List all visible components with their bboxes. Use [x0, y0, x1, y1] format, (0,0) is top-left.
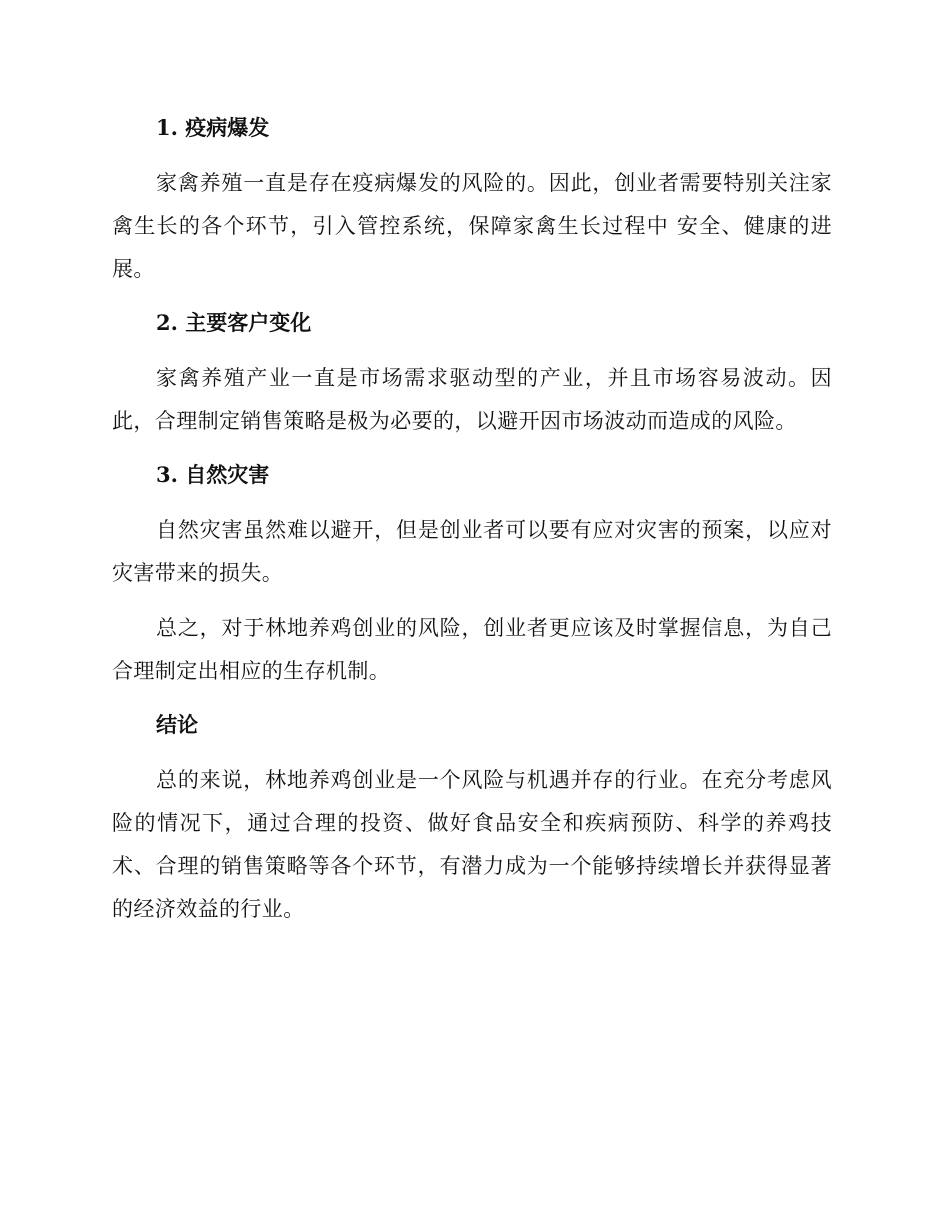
paragraph-summary: 总之，对于林地养鸡创业的风险，创业者更应该及时掌握信息，为自己合理制定出相应的生存机制。	[112, 616, 832, 683]
paragraph-epidemic: 家禽养殖一直是存在疫病爆发的风险的。因此，创业者需要特别关注家禽生长的各个环节，引入管控系统，保障家禽生长过程中 安全、健康的进展。	[112, 171, 832, 281]
document-body	[112, 108, 832, 931]
section-heading-natural-disaster: 3. 自然灾害	[156, 462, 270, 487]
section-heading-customer-change: 2. 主要客户变化	[156, 310, 312, 335]
paragraph-customer-change: 家禽养殖产业一直是市场需求驱动型的产业，并且市场容易波动。因此，合理制定销售策略是极为必要的，以避开因市场波动而造成的风险。	[112, 366, 832, 433]
paragraph-conclusion: 总的来说，林地养鸡创业是一个风险与机遇并存的行业。在充分考虑风险的情况下，通过合理的投资、做好食品安全和疾病预防、科学的养鸡技术、合理的销售策略等各个环节，有潜力成为一个能够持续增长并获得显著的经济效益的行业。	[112, 768, 832, 921]
section-heading-epidemic: 1. 疫病爆发	[156, 115, 270, 140]
section-heading-conclusion: 结论	[156, 712, 198, 737]
paragraph-natural-disaster: 自然灾害虽然难以避开，但是创业者可以要有应对灾害的预案，以应对灾害带来的损失。	[112, 518, 832, 585]
